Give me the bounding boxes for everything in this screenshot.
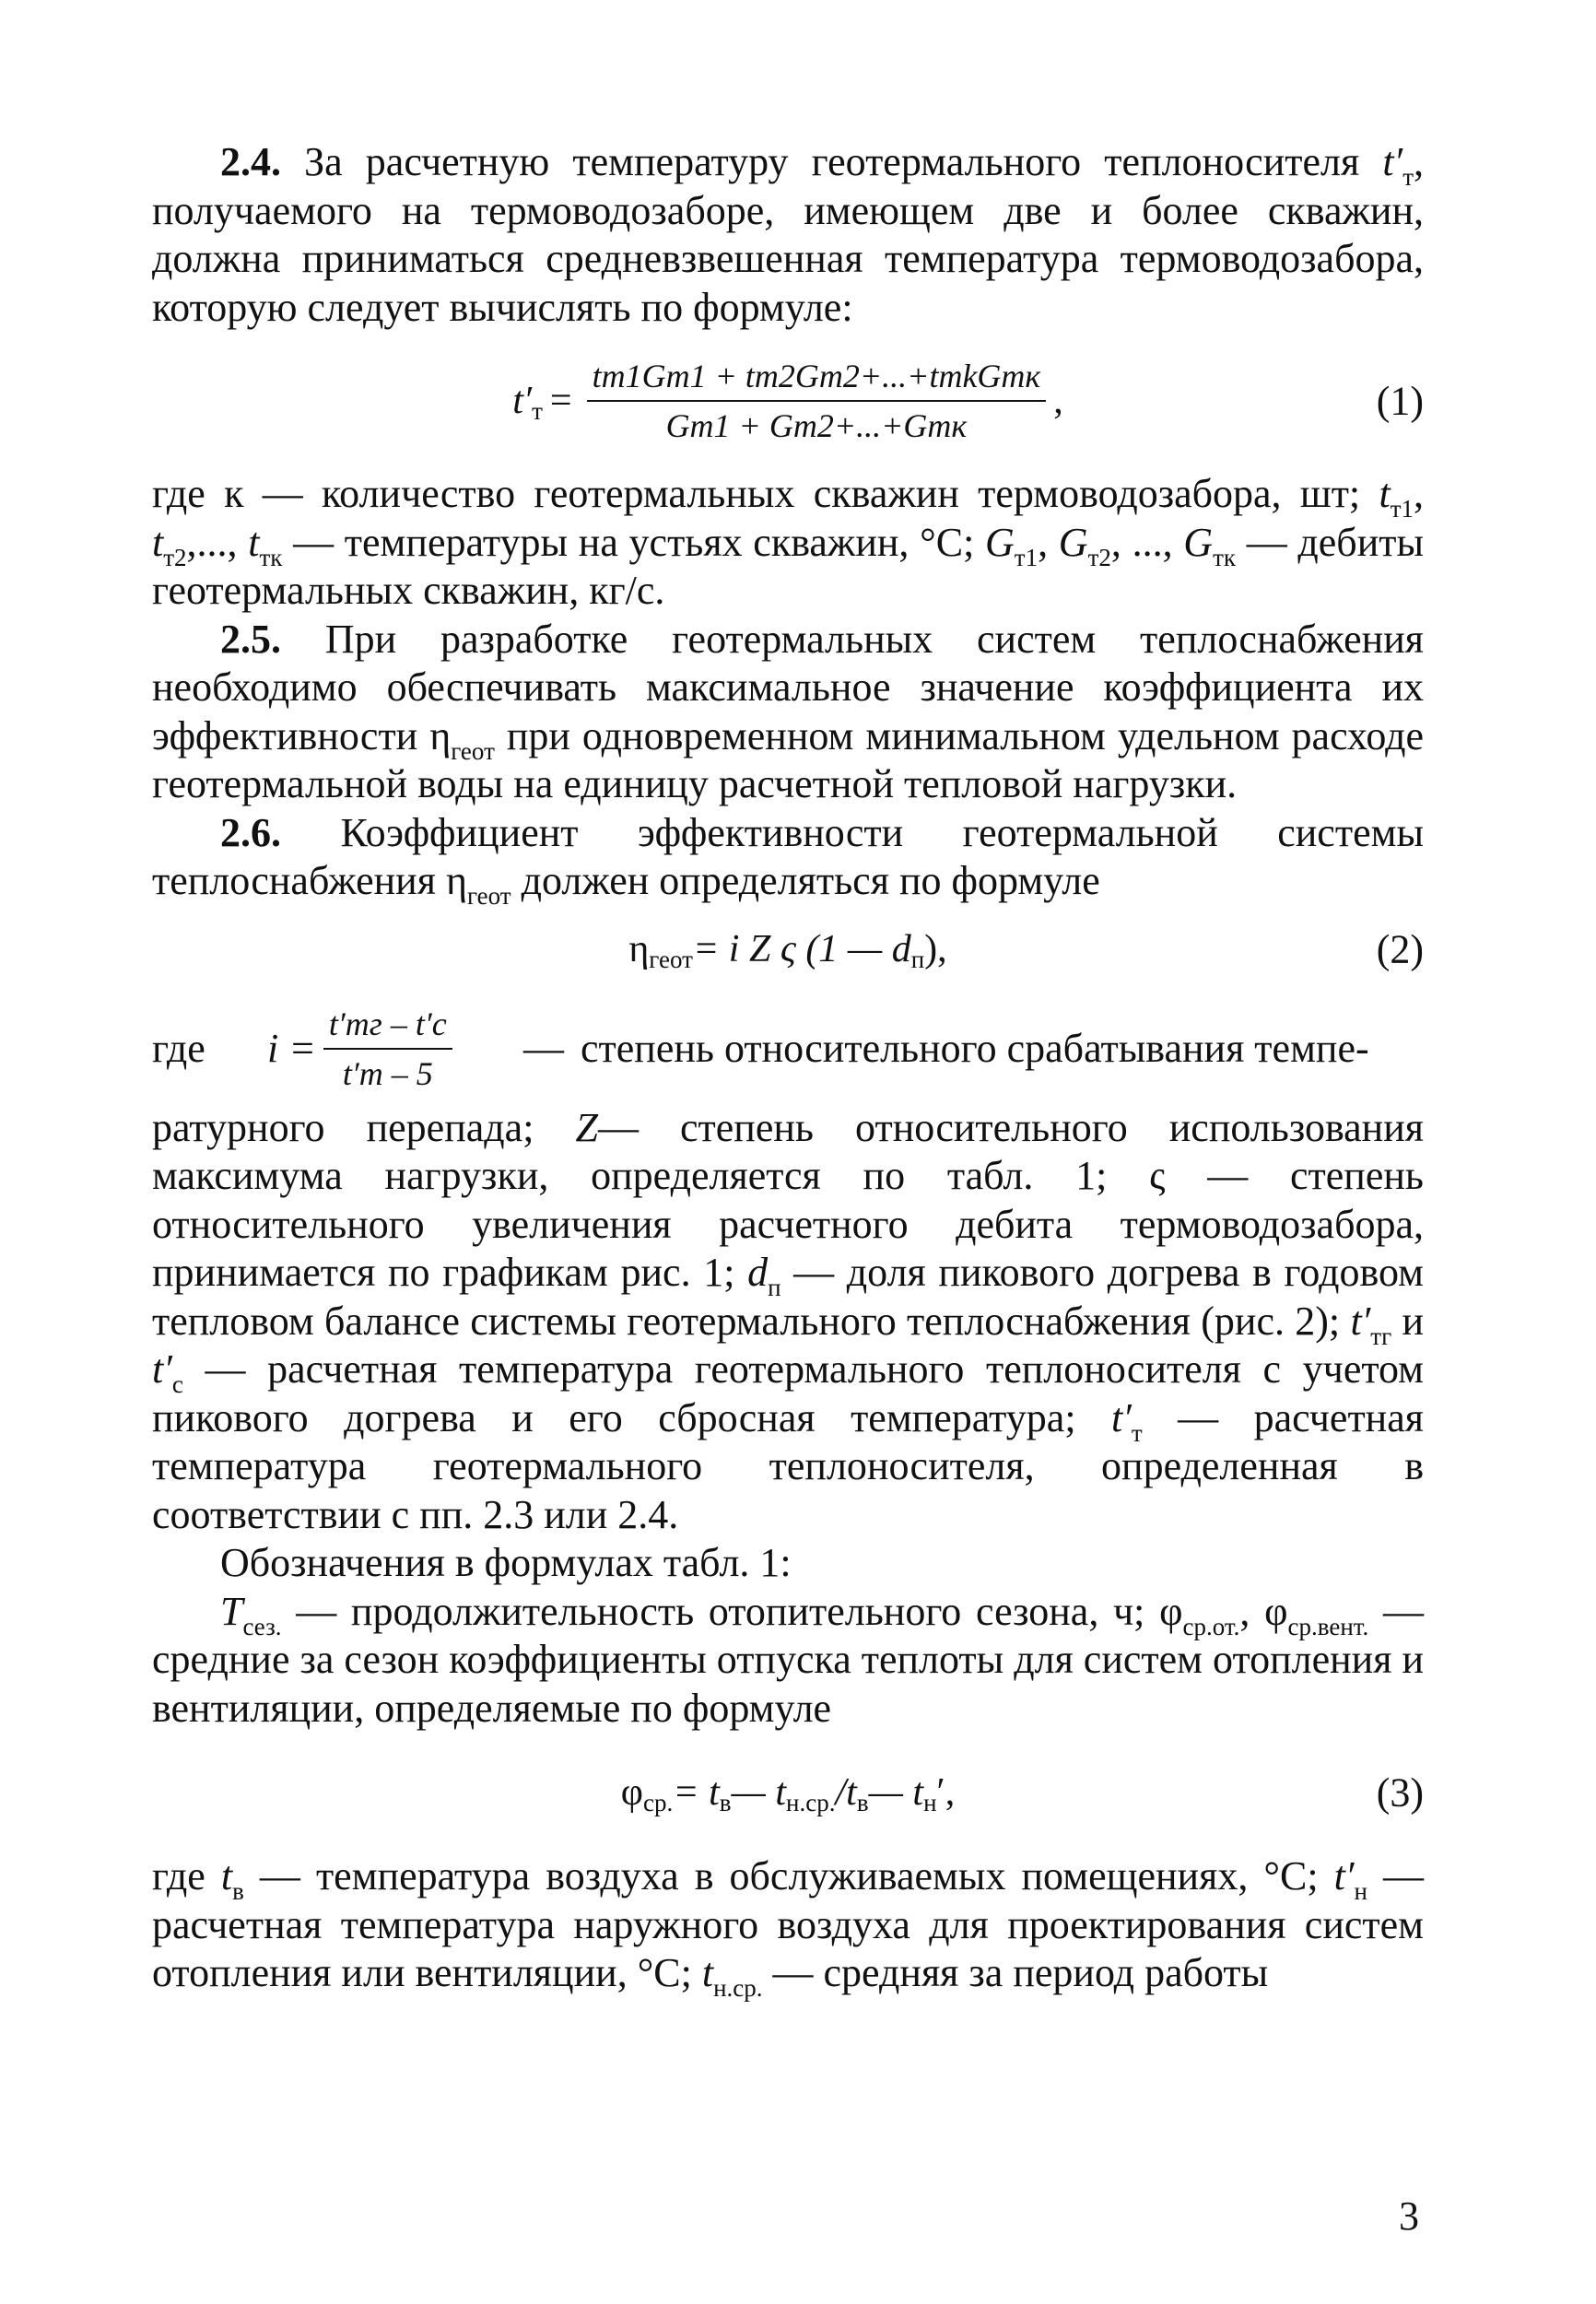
document-page <box>152 138 1424 2239</box>
formula-3-body: φ $_{ср.}$ = t $_в$ — t $_{н.ср.}$ /t $_в$ — t $_н$ ′, <box>620 1771 956 1816</box>
paragraph-text: степень относительного срабатывания темпе- <box>581 1026 1369 1071</box>
formula-expression: ), <box>924 928 947 970</box>
subscript: геот <box>451 736 495 765</box>
dash: — <box>523 1026 564 1071</box>
paragraph-text: и <box>1391 1298 1424 1344</box>
paragraph-text: — температура воздуха в обслуживаемых помещениях, °С; <box>243 1853 1334 1898</box>
paragraph-text: — доля пикового догрева в годовом тепловом балансе системы геотермального теплоснабжения (рис. 2); <box>152 1250 1424 1344</box>
formula-symbol: Z <box>575 1104 598 1150</box>
subscript: т <box>1402 163 1414 191</box>
subscript: тк <box>259 543 283 571</box>
where-clause-3 <box>152 1852 1425 2002</box>
subscript: т <box>1131 1418 1143 1447</box>
paragraph-2-6 <box>152 809 1424 910</box>
equals-sign: = <box>549 380 572 422</box>
equation-number: (3) <box>1376 1769 1424 1816</box>
subscript: геот <box>466 882 511 910</box>
notation-paragraph <box>152 1588 1424 1734</box>
formula-expression: — t <box>868 1771 924 1814</box>
i-fraction <box>323 1004 452 1094</box>
formula-expression: = t <box>673 1771 720 1814</box>
formula-symbol: φ <box>620 1771 644 1814</box>
separator: , <box>1239 1588 1265 1634</box>
subscript: ср.вент. <box>1287 1612 1369 1640</box>
fraction-denominator: Gт1 + Gт2+...+Gтк <box>665 407 968 444</box>
formula-expression: /t <box>835 1771 857 1814</box>
paragraph-text: , получаемого на термоводозаборе, имеющем две и более скважин, должна приниматься средневзвешенная температура термоводозабора, которую следует вычислять по формуле: <box>152 139 1424 330</box>
formula-symbol: t′ <box>1350 1298 1371 1344</box>
subscript: сез. <box>242 1612 282 1640</box>
formula-1-body: t′ $_т$ = $\frac{\text{tт1Gт1 + tт2Gт2+...+tтkGтк}}{\text{Gт1 + Gт2+...+Gтк}}$ , <box>512 358 1063 444</box>
section-number: 2.5. <box>220 616 281 662</box>
section-number: 2.4. <box>220 139 281 184</box>
formula-expression: = i Z ς (1 — d <box>692 928 911 970</box>
fraction-numerator: t′тг – t′с <box>323 1004 452 1050</box>
formula-expression: ′, <box>936 1771 956 1814</box>
formula-symbol: t <box>220 1853 233 1898</box>
equation-number: (2) <box>1376 926 1424 972</box>
where-clause-1: где к — количество геотермальных скважин термоводозабора, шт; $t_{т1}$, $t_{т2}$,..., $t_{тк}$ — температуры на устьях скважин, °С; $G_{т1}$, $G_{т2}$, ..., $G_{тк}$ — дебиты геотермальных скважин, кг/с. <box>152 471 1425 613</box>
paragraph-text: ратурного перепада; <box>152 1104 576 1150</box>
formula-symbol: η <box>445 858 467 903</box>
paragraph-text: — степень относительного использования максимума нагрузки, определяется по табл. 1; ς — степень относительного увеличения расчетного дебита термоводозабора, принимается по графикам рис. 1; <box>152 1104 1425 1295</box>
subscript: т1 <box>1014 543 1039 571</box>
formula-symbol: i = <box>267 1026 316 1071</box>
notation-intro: Обозначения в формулах табл. 1: <box>220 1540 792 1585</box>
formula-symbol: t′ <box>512 380 533 422</box>
formula-1-fraction <box>587 356 1047 446</box>
where-clause-2 <box>152 993 1424 1104</box>
formula-symbol: t′ <box>1111 1394 1132 1440</box>
subscript: т1 <box>1390 495 1414 523</box>
formula-symbol: η <box>628 928 650 970</box>
formula-symbol: t <box>701 1950 714 1995</box>
formula-symbol: t <box>248 519 260 565</box>
paragraph-text: За расчетную температуру геотермального теплоносителя <box>281 139 1383 184</box>
formula-3 <box>152 1733 1424 1852</box>
subscript: н <box>1354 1877 1367 1905</box>
paragraph-text: где <box>152 1853 221 1898</box>
paragraph-text: где к — количество геотермальных скважин термоводозабора, шт; <box>152 471 1379 516</box>
paragraph-text: — продолжительность отопительного сезона, ч; <box>281 1588 1160 1634</box>
section-number: 2.6. <box>220 809 281 855</box>
formula-2 <box>152 906 1424 993</box>
paragraph-2-5 <box>152 616 1424 809</box>
where-label: где <box>152 1026 205 1071</box>
paragraph-text: — средняя за период работы <box>762 1950 1269 1995</box>
where-clause-2-continuation <box>152 1104 1424 1540</box>
subscript: тк <box>1213 543 1236 571</box>
paragraph-2-4 <box>152 138 1424 332</box>
subscript: с <box>171 1370 183 1398</box>
paragraph-text: — температуры на устьях скважин, °С; <box>282 519 985 565</box>
paragraph-text: при одновременном минимальном удельном расходе геотермальной воды на единицу расчетной тепловой нагрузки. <box>152 712 1424 806</box>
formula-symbol: t <box>1379 471 1391 516</box>
formula-symbol: t <box>152 519 164 565</box>
paragraph-text: — дебиты геотермальных скважин, кг/с. <box>152 519 1425 613</box>
subscript: ср.от. <box>1182 1612 1240 1640</box>
paragraph-text: — расчетная температура наружного воздуха для проектирования систем отопления или вентиляции, °С; <box>152 1853 1425 1995</box>
subscript: п <box>768 1274 781 1301</box>
formula-symbol: G <box>1183 519 1214 565</box>
paragraph-text: При разработке геотермальных систем теплоснабжения необходимо обеспечивать максимальное значение коэффициента их эффективности <box>152 616 1424 758</box>
paragraph-text: Коэффициент эффективности геотермальной системы теплоснабжения <box>152 809 1424 903</box>
formula-symbol: t′ <box>1333 1853 1355 1898</box>
subscript: н.ср. <box>713 1974 763 2002</box>
fraction-denominator: t′т – 5 <box>342 1054 433 1092</box>
formula-symbol: d <box>747 1250 769 1295</box>
fraction-numerator: tт1Gт1 + tт2Gт2+...+tтkGтк <box>587 356 1047 402</box>
formula-2-body: η $_{геот}$ = i Z ς (1 — d $_п$ ), <box>628 928 947 973</box>
paragraph-text: — средние за сезон коэффициенты отпуска теплоты для систем отопления и вентиляции, определяемые по формуле <box>152 1588 1424 1731</box>
subscript: т2 <box>1087 543 1111 571</box>
formula-1 <box>152 332 1424 470</box>
formula-symbol: t′ <box>1382 139 1403 184</box>
i-definition <box>267 1004 507 1094</box>
paragraph-text: — расчетная температура геотермального теплоносителя с учетом пикового догрева и его сбросная температура; <box>152 1346 1424 1440</box>
subscript: тг <box>1370 1322 1392 1350</box>
equation-number: (1) <box>1376 378 1424 424</box>
paragraph-text: должен определяться по формуле <box>510 858 1100 903</box>
subscript: т2 <box>163 543 187 571</box>
formula-symbol: η <box>429 712 452 758</box>
formula-symbol: G <box>1058 519 1088 565</box>
formula-symbol: T <box>220 1588 243 1634</box>
subscript: в <box>232 1877 244 1905</box>
formula-symbol: G <box>985 519 1015 565</box>
comma: , <box>1053 380 1063 422</box>
page-number: 3 <box>1399 2193 1419 2239</box>
formula-symbol: φ <box>1264 1588 1288 1634</box>
formula-expression: — t <box>731 1771 787 1814</box>
paragraph-text: — расчетная температура геотермального теплоносителя, определенная в соответствии с пп. 2.3 или 2.4. <box>152 1394 1424 1537</box>
formula-symbol: t′ <box>152 1346 172 1392</box>
formula-symbol: φ <box>1159 1588 1183 1634</box>
